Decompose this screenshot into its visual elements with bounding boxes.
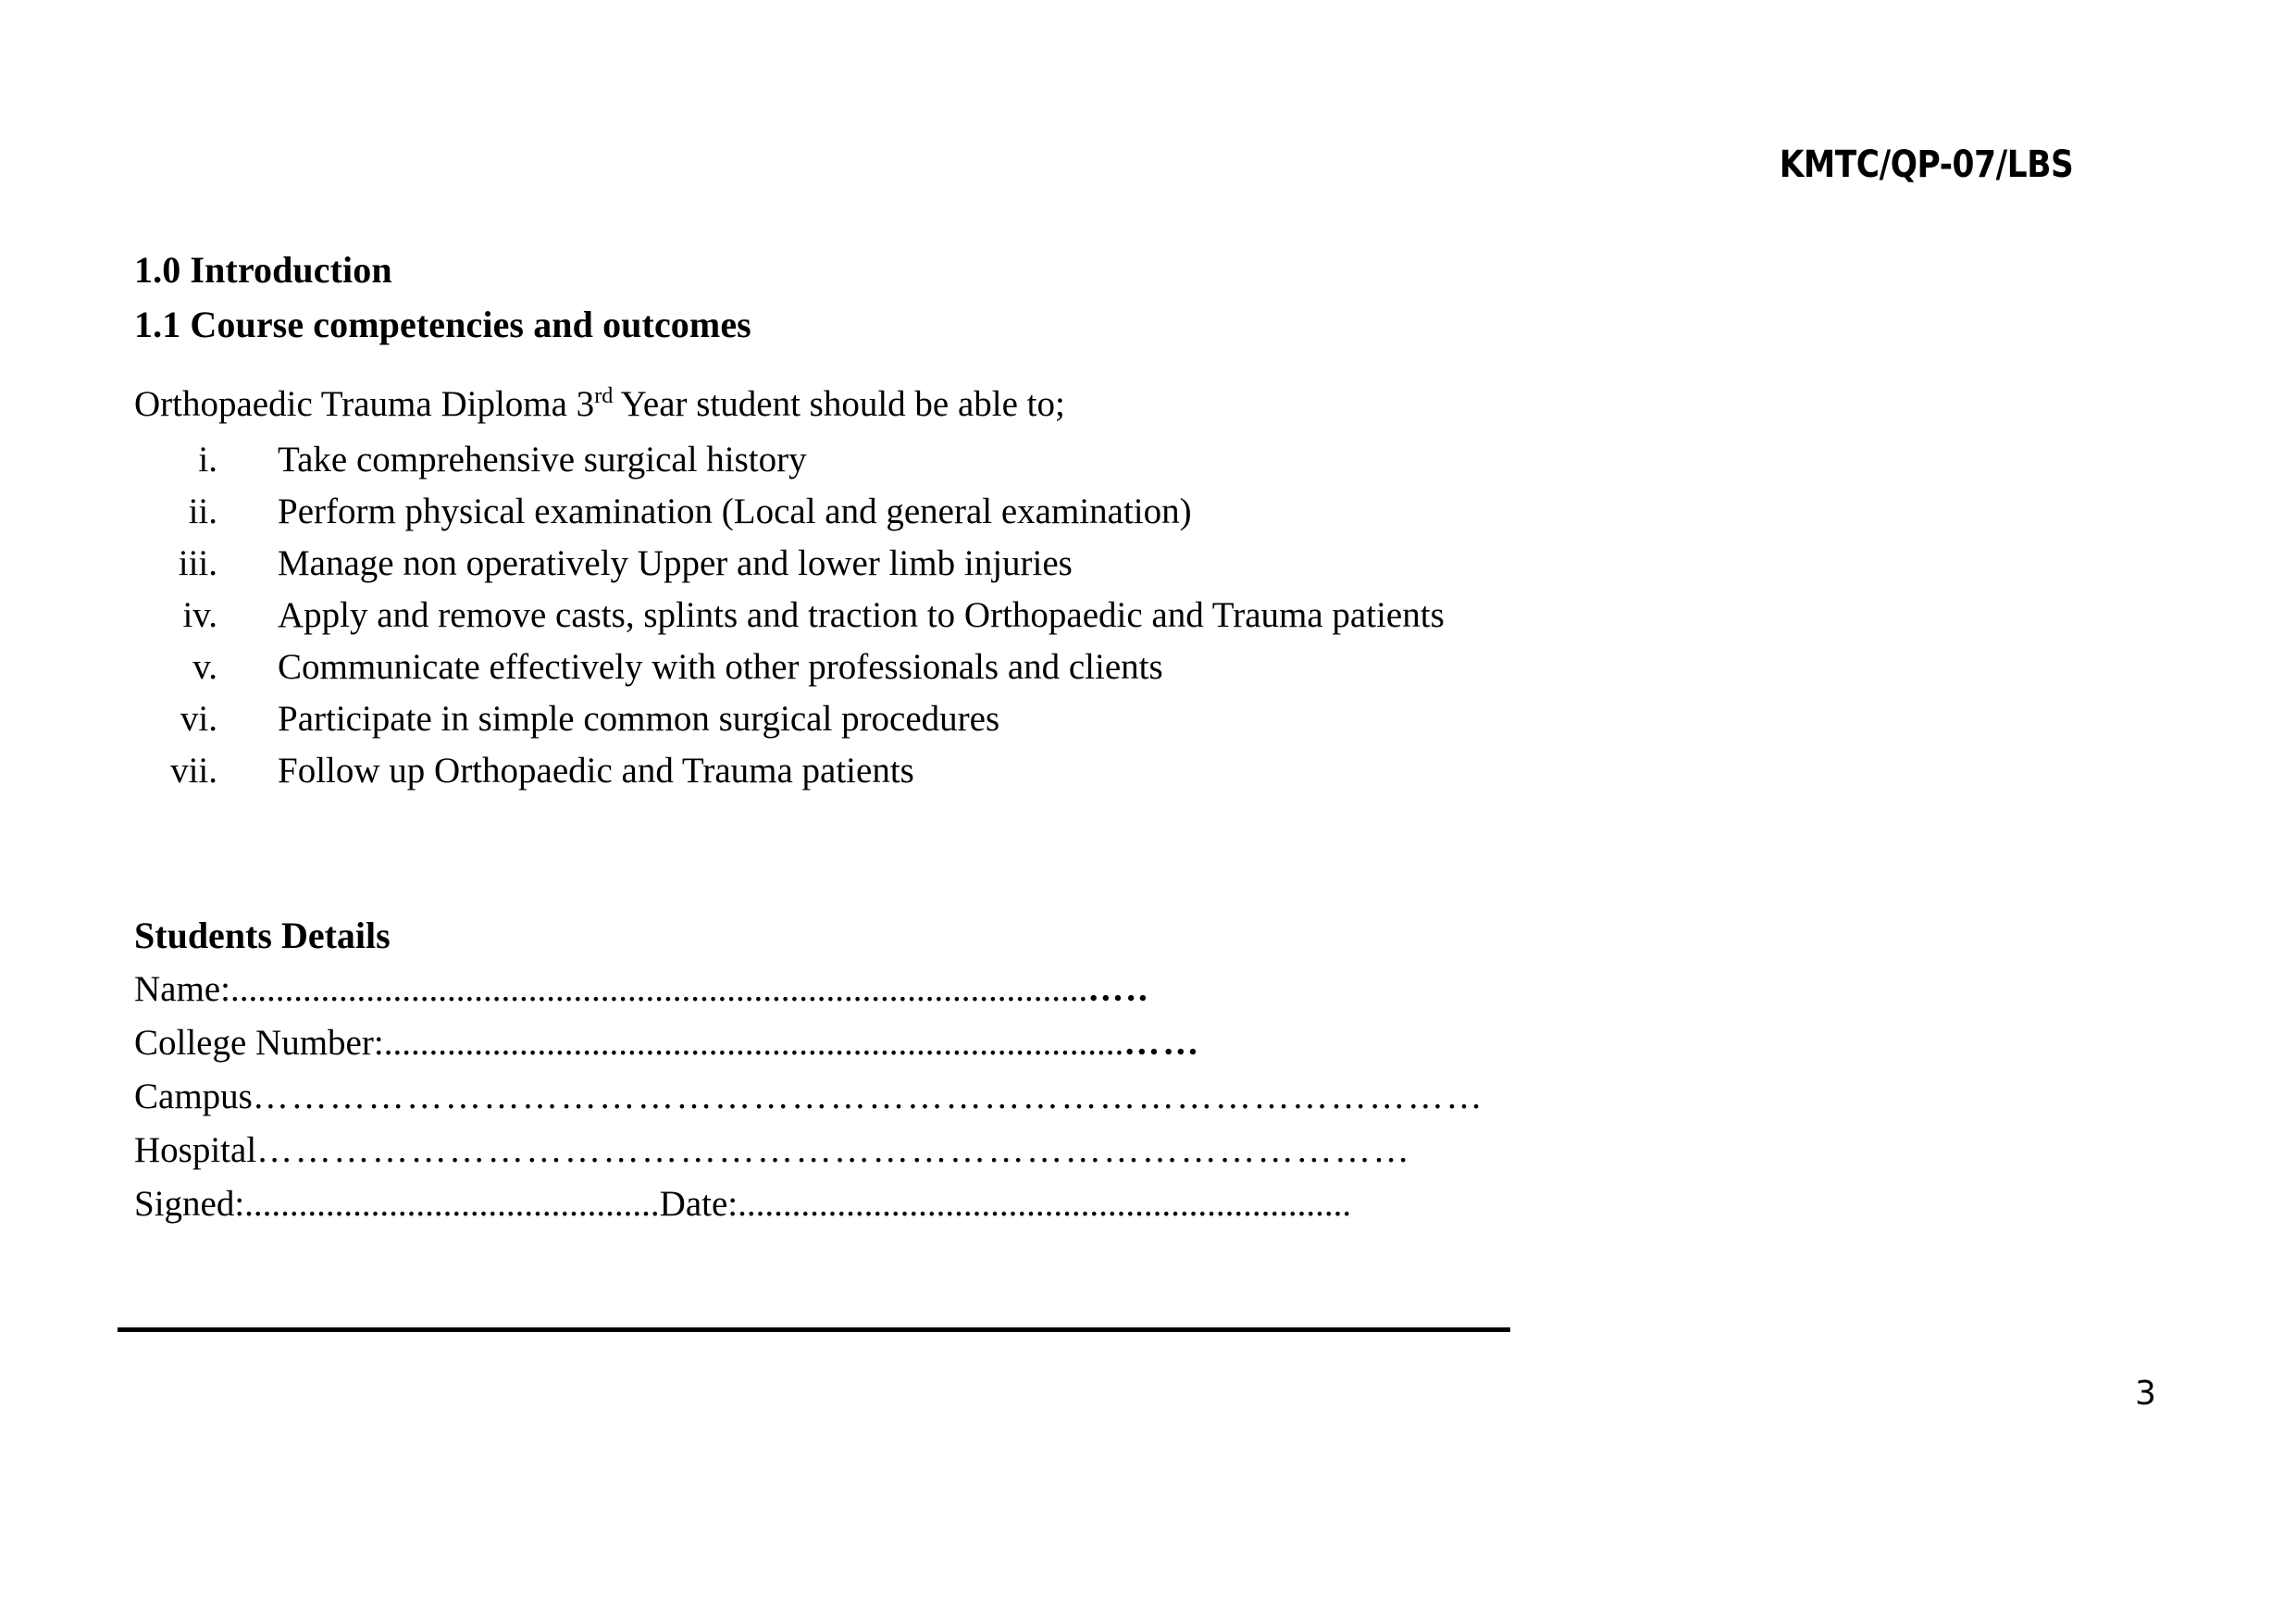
form-field-name-leader: ............................................................................................... bbox=[230, 969, 1088, 1009]
list-item-marker: v. bbox=[192, 647, 217, 687]
form-field-college-number[interactable] bbox=[134, 1022, 1201, 1064]
list-item-label: Participate in simple common surgical procedures bbox=[278, 699, 1000, 739]
list-item-marker: ii. bbox=[188, 492, 217, 531]
form-field-date-leader: .................................................................... bbox=[738, 1184, 1352, 1224]
section-heading-introduction: 1.0 Introduction bbox=[134, 249, 392, 291]
list-item bbox=[134, 491, 2078, 542]
list-item bbox=[134, 750, 2078, 802]
form-field-date-label: Date: bbox=[659, 1184, 738, 1224]
list-item-marker: iv. bbox=[182, 595, 217, 635]
lead-in-prefix: Orthopaedic Trauma Diploma 3 bbox=[134, 384, 595, 424]
list-item-label: Manage non operatively Upper and lower limb injuries bbox=[278, 543, 1073, 583]
list-item-label: Apply and remove casts, splints and traction to Orthopaedic and Trauma patients bbox=[278, 595, 1445, 635]
form-field-signed-leader: .............................................. bbox=[244, 1184, 660, 1224]
form-field-college-number-label: College Number: bbox=[134, 1023, 384, 1063]
form-field-campus[interactable] bbox=[134, 1076, 1484, 1117]
form-field-campus-leader: …………………………………………………………………………………… bbox=[252, 1077, 1485, 1116]
lead-in-suffix: Year student should be able to; bbox=[613, 384, 1065, 424]
form-field-college-number-leader-tail: …… bbox=[1123, 1023, 1202, 1063]
list-item-marker: vii. bbox=[170, 751, 217, 791]
list-item-marker: iii. bbox=[178, 543, 217, 583]
footer-divider-rule bbox=[118, 1327, 1510, 1332]
form-field-signed-label: Signed: bbox=[134, 1184, 245, 1224]
form-field-signed-and-date[interactable] bbox=[134, 1183, 1351, 1225]
document-code-header: KMTC/QP-07/LBS bbox=[1779, 143, 2073, 186]
form-field-name-label: Name: bbox=[134, 969, 230, 1009]
list-item bbox=[134, 646, 2078, 698]
form-field-hospital-label: Hospital bbox=[134, 1130, 257, 1170]
list-item-label: Perform physical examination (Local and general examination) bbox=[278, 492, 1192, 531]
form-field-campus-label: Campus bbox=[134, 1077, 253, 1116]
list-item-marker: vi. bbox=[180, 699, 217, 739]
competencies-lead-in bbox=[134, 383, 1065, 425]
page-number: 3 bbox=[2135, 1375, 2156, 1413]
list-item bbox=[134, 542, 2078, 594]
competencies-list bbox=[134, 439, 2078, 802]
section-heading-course-competencies: 1.1 Course competencies and outcomes bbox=[134, 304, 751, 345]
form-field-hospital-leader: ……………………………………………………………………………… bbox=[256, 1130, 1412, 1170]
form-field-name[interactable] bbox=[134, 968, 1150, 1010]
list-item-label: Follow up Orthopaedic and Trauma patients bbox=[278, 751, 914, 791]
form-field-college-number-leader: .................................................................................. bbox=[383, 1023, 1124, 1063]
list-item bbox=[134, 698, 2078, 750]
list-item bbox=[134, 439, 2078, 491]
form-field-hospital[interactable] bbox=[134, 1129, 1411, 1171]
section-heading-students-details: Students Details bbox=[134, 915, 391, 956]
list-item bbox=[134, 594, 2078, 646]
list-item-label: Take comprehensive surgical history bbox=[278, 440, 807, 479]
list-item-label: Communicate effectively with other professionals and clients bbox=[278, 647, 1163, 687]
list-item-marker: i. bbox=[198, 440, 217, 479]
ordinal-suffix: rd bbox=[594, 383, 614, 408]
form-field-name-leader-tail: ….. bbox=[1087, 969, 1150, 1009]
